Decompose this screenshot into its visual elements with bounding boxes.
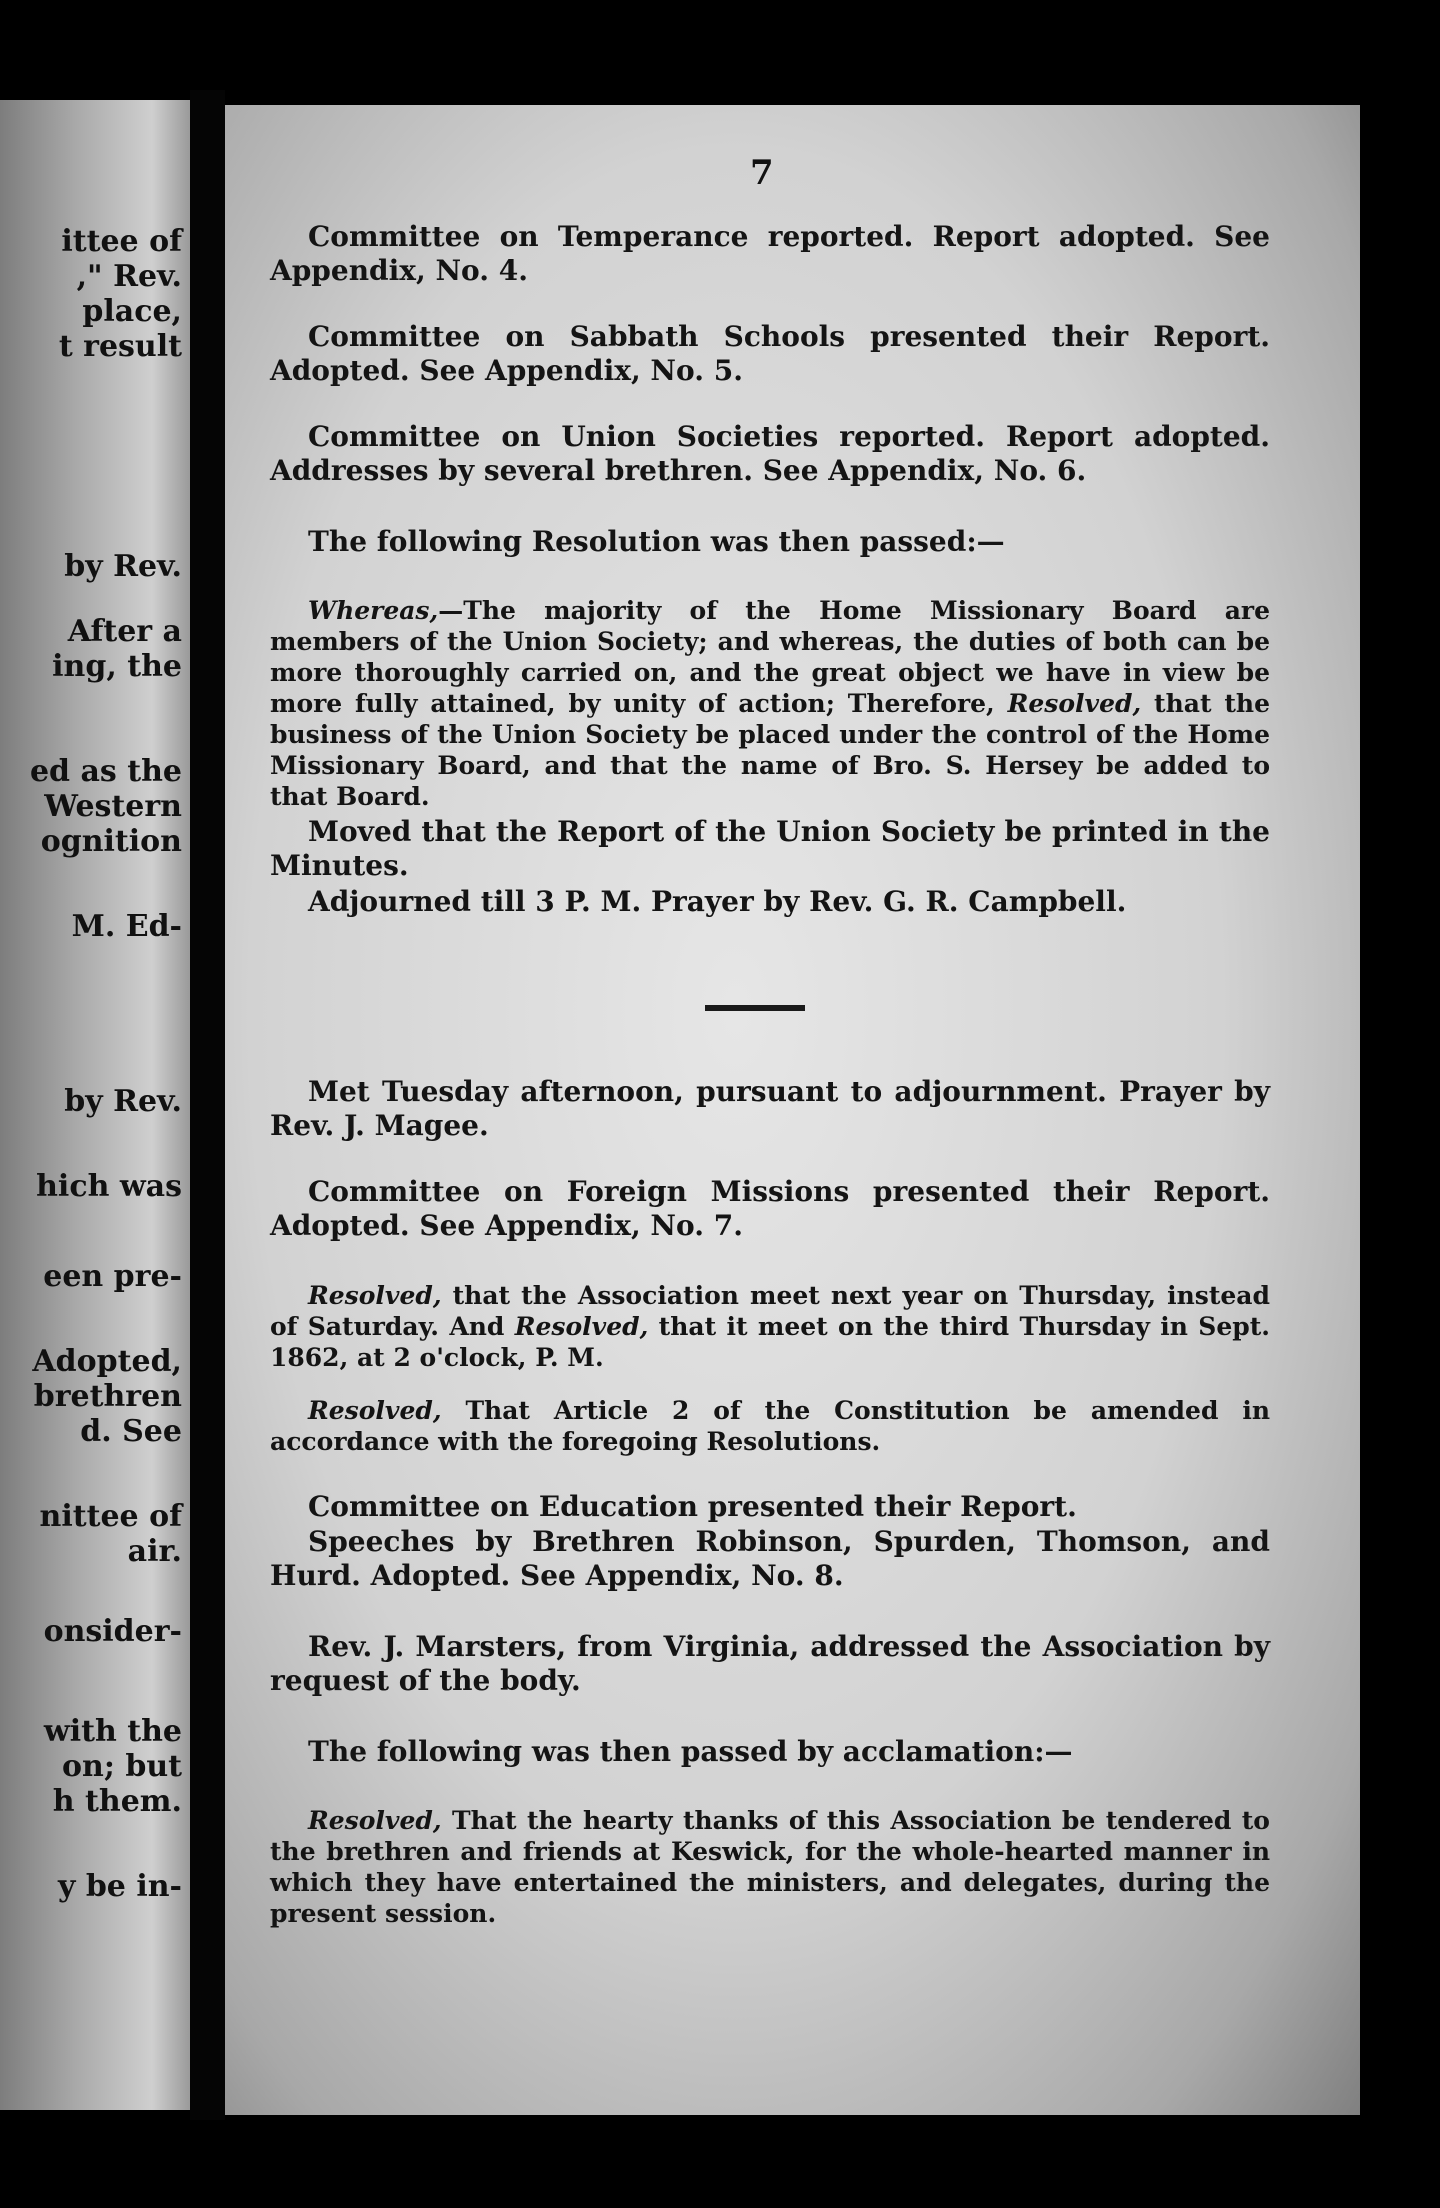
left-line: air. [127,1534,182,1569]
left-line: by Rev. [64,1084,182,1119]
paragraph-resolved-thursday [270,1280,1270,1373]
paragraph-union-societies: Committee on Union Societies reported. Report adopted. Addresses by several brethren. See Appendix, No. 6. [270,420,1270,487]
resolved-label: Resolved, [308,1806,442,1835]
main-page [225,105,1360,2115]
resolved-text-b: that it meet on the third Thursday in Sept. 1862, at 2 o'clock, P. M. [270,1312,1270,1372]
left-line: d. See [80,1414,182,1449]
left-line: y be in- [57,1869,182,1904]
left-line: onsider- [43,1614,182,1649]
paragraph-resolved-thanks [270,1805,1270,1929]
left-line: t result [58,329,182,364]
binding-gutter [190,90,225,2120]
resolved-article-text: That Article 2 of the Constitution be amended in accordance with the foregoing Resolutions. [270,1396,1270,1456]
left-line: Western [44,789,182,824]
left-line: Adopted, [32,1344,182,1379]
left-line: ittee of [61,224,182,259]
left-line: hich was [36,1169,182,1204]
left-line: nittee of [39,1499,182,1534]
paragraph-education: Committee on Education presented their Report. [308,1490,1077,1523]
paragraph-resolution-intro: The following Resolution was then passed:— [308,525,1005,558]
resolved-text-a: that the Association meet next year on Thursday, instead of Saturday. And [270,1281,1270,1341]
resolved-label: Resolved, [308,1281,442,1310]
resolved-label: Resolved, [308,1396,442,1425]
resolved-thanks-text: That the hearty thanks of this Association be tendered to the brethren and friends at Keswick, for the whole-hearted manner in which they have entertained the ministers, and delegates, during the present session. [270,1806,1270,1928]
left-line: After a [67,614,182,649]
paragraph-moved: Moved that the Report of the Union Society be printed in the Minutes. [270,815,1270,882]
left-line: ed as the [29,754,182,789]
left-line: on; but [62,1749,182,1784]
whereas-lead: Whereas, [308,596,439,625]
resolved-label: Resolved, [1007,689,1142,718]
paragraph-adjourned: Adjourned till 3 P. M. Prayer by Rev. G. R. Campbell. [308,885,1127,918]
section-divider [705,1005,805,1011]
paragraph-foreign-missions: Committee on Foreign Missions presented their Report. Adopted. See Appendix, No. 7. [270,1175,1270,1242]
paragraph-met-tuesday: Met Tuesday afternoon, pursuant to adjournment. Prayer by Rev. J. Magee. [270,1075,1270,1142]
left-line: ," Rev. [76,259,182,294]
left-line: ognition [40,824,182,859]
page-number: 7 [750,153,774,193]
left-line: by Rev. [64,549,182,584]
left-page-fragment [0,100,190,2110]
paragraph-acclamation: The following was then passed by acclamation:— [308,1735,1073,1768]
left-line: h them. [52,1784,182,1819]
whereas-text-b: that the business of the Union Society be placed under the control of the Home Missionary Board, and that the name of Bro. S. Hersey be added to that Board. [270,689,1270,811]
paragraph-temperance: Committee on Temperance reported. Report adopted. See Appendix, No. 4. [270,220,1270,287]
paragraph-marsters: Rev. J. Marsters, from Virginia, addressed the Association by request of the body. [270,1630,1270,1697]
left-line: ing, the [52,649,182,684]
left-line: M. Ed- [71,909,182,944]
left-line: with the [43,1714,182,1749]
whereas-text-a: —The majority of the Home Missionary Board are members of the Union Society; and whereas, the duties of both can be more thoroughly carried on, and the great object we have in view be more fully attained, by unity of action; Therefore, [270,596,1270,718]
paragraph-speeches: Speeches by Brethren Robinson, Spurden, Thomson, and Hurd. Adopted. See Appendix, No. 8. [270,1525,1270,1592]
paragraph-whereas [270,595,1270,812]
left-line: place, [82,294,182,329]
resolved-label: Resolved, [514,1312,649,1341]
paragraph-resolved-article [270,1395,1270,1457]
left-line: een pre- [43,1259,182,1294]
paragraph-sabbath-schools: Committee on Sabbath Schools presented their Report. Adopted. See Appendix, No. 5. [270,320,1270,387]
left-line: brethren [33,1379,182,1414]
